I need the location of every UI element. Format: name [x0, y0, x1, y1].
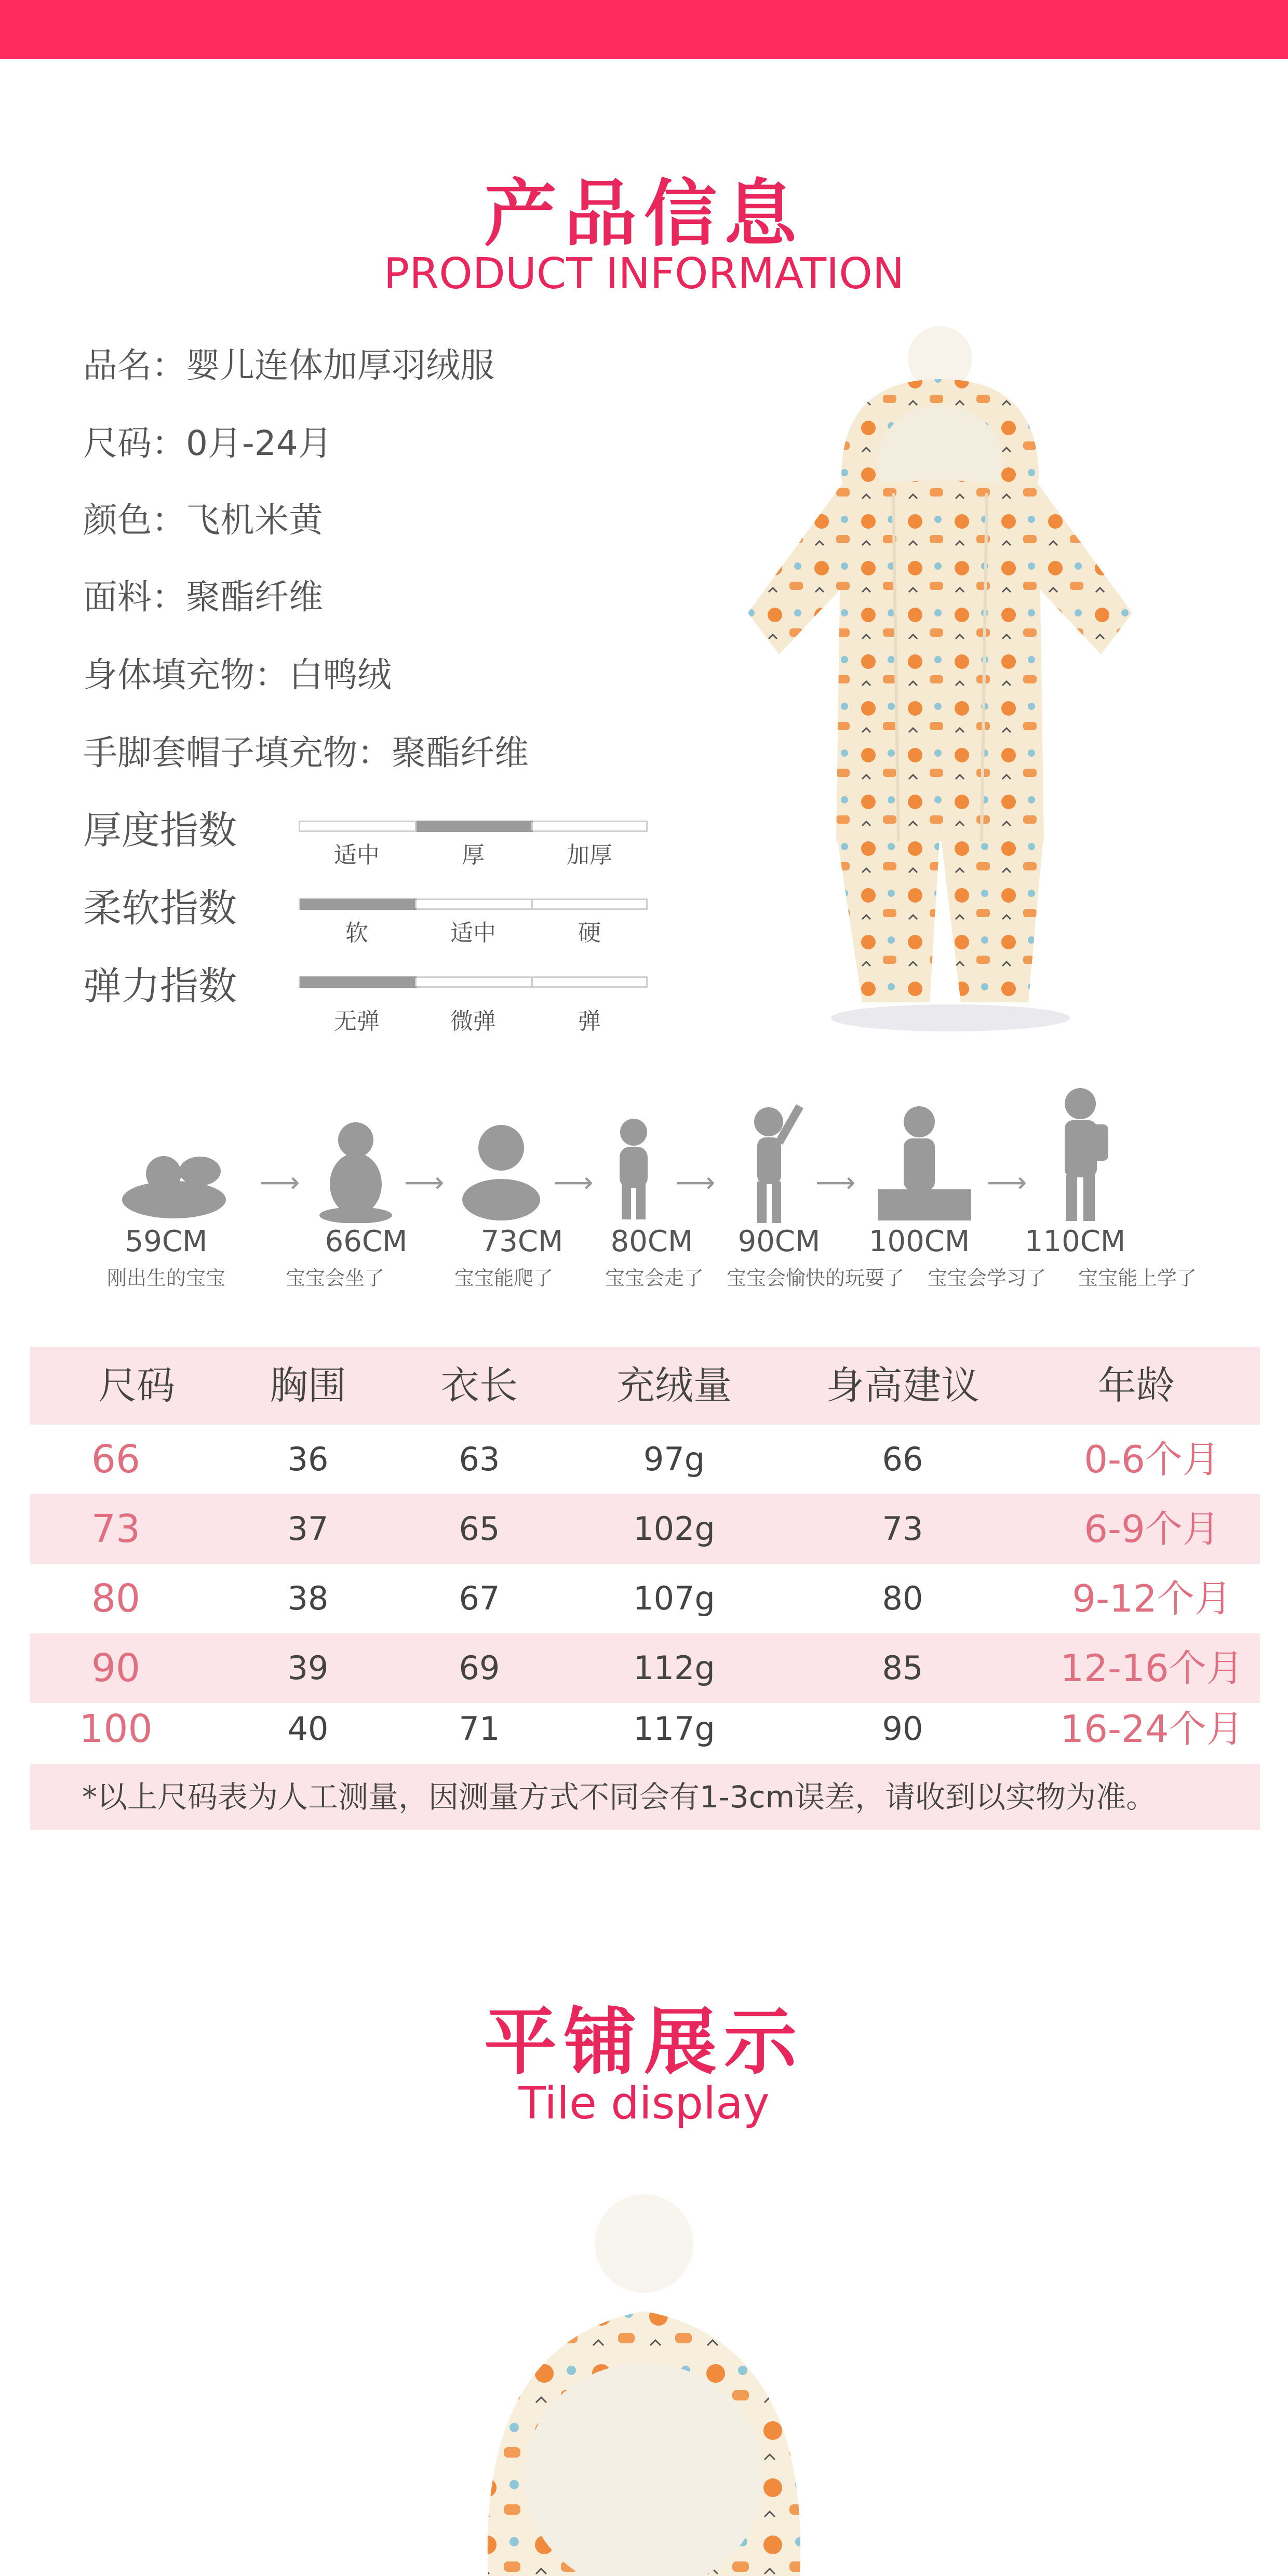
table-cell: 38	[287, 1579, 329, 1617]
size-cell: 73	[91, 1507, 141, 1551]
table-cell: 117g	[633, 1710, 715, 1748]
size-cell: 100	[79, 1707, 153, 1751]
age-cell: 16-24个月	[1060, 1707, 1244, 1751]
table-header: 尺码	[98, 1363, 175, 1408]
table-cell: 102g	[633, 1510, 715, 1548]
age-cell: 9-12个月	[1072, 1577, 1232, 1620]
table-cell: 90	[882, 1710, 923, 1748]
growth-desc: 宝宝会坐了	[285, 1267, 384, 1290]
info-line-size: 尺码：0月-24月	[83, 423, 332, 463]
growth-height: 73CM	[480, 1225, 564, 1258]
age-cell: 6-9个月	[1084, 1507, 1220, 1551]
tile-display-photo	[415, 2186, 873, 2576]
growth-height: 110CM	[1024, 1225, 1126, 1258]
tile-display-subtitle: Tile display	[518, 2077, 770, 2129]
table-cell: 37	[287, 1510, 329, 1548]
table-row	[30, 1425, 1260, 1494]
table-row	[30, 1633, 1260, 1703]
scale-option: 弹	[578, 1008, 601, 1035]
table-header: 衣长	[441, 1363, 518, 1408]
growth-desc: 宝宝能爬了	[454, 1267, 553, 1290]
scale-divider	[531, 822, 533, 830]
index-scale	[299, 976, 648, 988]
scale-divider	[531, 900, 533, 908]
playing-child-icon	[737, 1101, 805, 1226]
growth-desc: 刚出生的宝宝	[106, 1267, 225, 1290]
arrow-icon: ⟶	[260, 1166, 300, 1199]
info-line-accessory-filling: 手脚套帽子填充物：聚酯纤维	[83, 733, 529, 773]
scale-option: 适中	[334, 842, 380, 868]
scale-option: 软	[345, 920, 368, 946]
growth-height: 66CM	[325, 1225, 408, 1258]
studying-child-icon	[873, 1101, 976, 1226]
size-cell: 66	[91, 1437, 141, 1482]
index-scale	[299, 898, 648, 910]
arrow-icon: ⟶	[987, 1166, 1027, 1199]
growth-desc: 宝宝会走了	[605, 1267, 704, 1290]
table-cell: 71	[459, 1710, 500, 1748]
table-cell: 97g	[643, 1440, 705, 1478]
baby-silhouette-icon	[117, 1143, 236, 1220]
table-cell: 63	[459, 1440, 500, 1478]
table-header: 胸围	[270, 1363, 346, 1408]
product-info-title: 产品信息	[484, 172, 804, 257]
table-header: 身高建议	[826, 1363, 980, 1408]
table-cell: 67	[459, 1579, 500, 1617]
sitting-baby-icon	[317, 1119, 395, 1223]
table-cell: 85	[882, 1649, 923, 1687]
table-cell: 65	[459, 1510, 500, 1548]
table-row	[30, 1494, 1260, 1564]
growth-height: 90CM	[737, 1225, 821, 1258]
index-label: 柔软指数	[83, 886, 237, 931]
table-cell: 69	[459, 1649, 500, 1687]
scale-divider	[531, 978, 533, 986]
index-scale	[299, 821, 648, 832]
table-header: 年龄	[1098, 1363, 1175, 1408]
table-cell: 66	[882, 1440, 923, 1478]
index-label: 厚度指数	[83, 808, 237, 853]
table-cell: 40	[287, 1710, 329, 1748]
scale-option: 无弹	[334, 1008, 380, 1035]
arrow-icon: ⟶	[815, 1166, 856, 1199]
scale-option: 厚	[462, 842, 485, 868]
info-line-fabric: 面料：聚酯纤维	[83, 577, 323, 617]
tile-display-title: 平铺展示	[484, 2000, 804, 2085]
index-fill	[300, 898, 417, 910]
age-cell: 12-16个月	[1060, 1646, 1244, 1690]
growth-desc: 宝宝会学习了	[927, 1267, 1046, 1290]
table-cell: 80	[882, 1579, 923, 1617]
growth-height: 59CM	[125, 1225, 208, 1258]
arrow-icon: ⟶	[675, 1166, 716, 1199]
table-header-row	[30, 1347, 1260, 1425]
index-label: 弹力指数	[83, 964, 237, 1009]
crawling-baby-icon	[457, 1122, 545, 1220]
top-banner	[0, 0, 1288, 59]
product-info-subtitle: PRODUCT INFORMATION	[383, 249, 905, 299]
growth-desc: 宝宝会愉快的玩耍了	[726, 1267, 904, 1290]
index-fill	[417, 821, 533, 832]
walking-toddler-icon	[610, 1117, 657, 1220]
scale-option: 硬	[578, 920, 601, 946]
table-row	[30, 1694, 1260, 1764]
info-line-name: 品名：婴儿连体加厚羽绒服	[83, 345, 494, 385]
table-row	[30, 1564, 1260, 1633]
table-cell: 112g	[633, 1649, 715, 1687]
scale-divider	[415, 822, 417, 830]
growth-height: 80CM	[610, 1225, 693, 1258]
arrow-icon: ⟶	[404, 1166, 445, 1199]
scale-option: 适中	[450, 920, 496, 946]
scale-option: 加厚	[567, 842, 612, 868]
growth-desc: 宝宝能上学了	[1078, 1267, 1197, 1290]
table-cell: 39	[287, 1649, 329, 1687]
table-cell: 73	[882, 1510, 923, 1548]
size-cell: 80	[91, 1576, 141, 1621]
product-photo-snowsuit	[670, 322, 1231, 1044]
age-cell: 0-6个月	[1084, 1438, 1220, 1481]
scale-option: 微弹	[450, 1008, 496, 1035]
scale-divider	[415, 900, 417, 908]
schoolchild-icon	[1044, 1083, 1111, 1223]
table-cell: 107g	[633, 1579, 715, 1617]
size-table-note: *以上尺码表为人工测量，因测量方式不同会有1-3cm误差，请收到以实物为准。	[30, 1764, 1260, 1830]
table-cell: 36	[287, 1440, 329, 1478]
growth-height: 100CM	[868, 1225, 970, 1258]
index-fill	[300, 976, 417, 988]
size-cell: 90	[91, 1646, 141, 1691]
arrow-icon: ⟶	[553, 1166, 594, 1199]
info-line-color: 颜色：飞机米黄	[83, 500, 323, 540]
table-header: 充绒量	[616, 1363, 732, 1408]
scale-divider	[415, 978, 417, 986]
info-line-body-filling: 身体填充物：白鸭绒	[83, 655, 392, 695]
